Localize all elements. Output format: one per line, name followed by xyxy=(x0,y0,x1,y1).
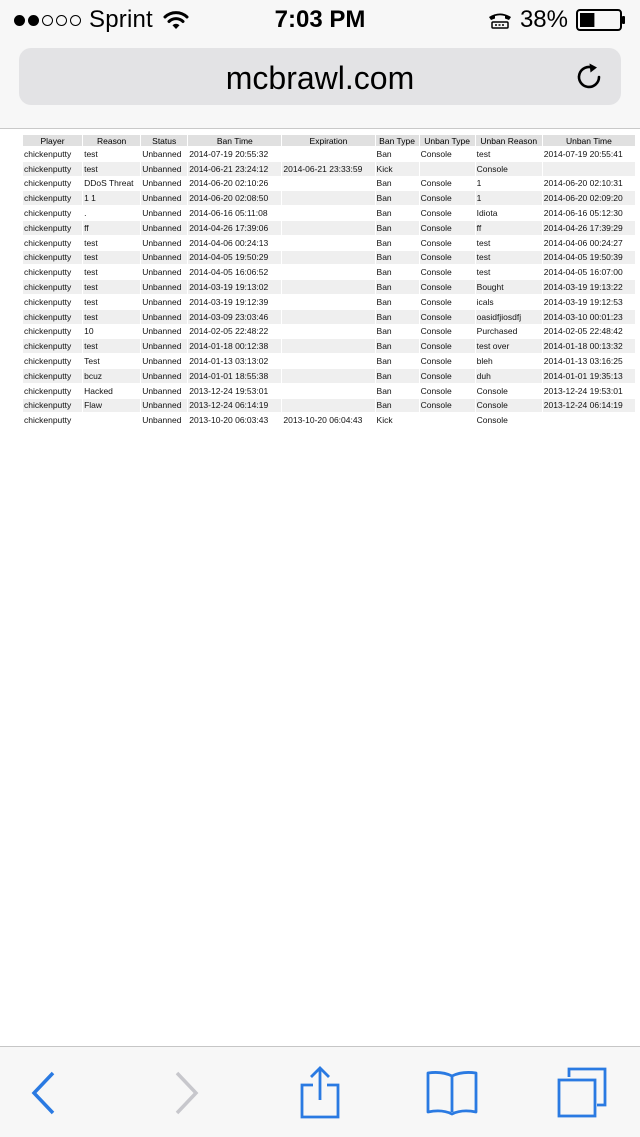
table-cell: Ban xyxy=(376,280,419,294)
table-cell: 2014-04-26 17:39:29 xyxy=(543,221,635,235)
ban-history-table xyxy=(22,134,636,428)
carrier-name: Sprint xyxy=(89,6,153,33)
table-cell: Console xyxy=(420,191,475,205)
table-cell: 2014-04-05 16:07:00 xyxy=(543,265,635,279)
table-cell: Unbanned xyxy=(141,265,187,279)
table-cell: Console xyxy=(420,369,475,383)
table-cell: test xyxy=(476,265,542,279)
table-cell: Unbanned xyxy=(141,384,187,398)
table-cell: 2014-07-19 20:55:41 xyxy=(543,147,635,161)
table-cell: Console xyxy=(420,354,475,368)
table-cell: Ban xyxy=(376,369,419,383)
battery-percentage: 38% xyxy=(519,6,568,33)
table-cell: Ban xyxy=(376,399,419,413)
table-row xyxy=(23,206,635,220)
table-cell: test xyxy=(476,251,542,265)
table-cell: Ban xyxy=(376,310,419,324)
table-cell: Unbanned xyxy=(141,236,187,250)
table-cell: chickenputty xyxy=(23,162,82,176)
table-cell: Unbanned xyxy=(141,339,187,353)
column-header: Unban Reason xyxy=(476,135,542,146)
chevron-left-icon xyxy=(29,1070,59,1116)
table-header-row xyxy=(23,135,635,146)
table-cell: Ban xyxy=(376,236,419,250)
table-cell: test xyxy=(83,147,140,161)
table-cell: 2014-06-20 02:10:31 xyxy=(543,177,635,191)
table-cell: 2014-04-05 19:50:29 xyxy=(188,251,281,265)
table-cell xyxy=(282,339,374,353)
tty-phone-icon xyxy=(488,11,512,29)
table-row xyxy=(23,162,635,176)
table-cell: 2013-10-20 06:03:43 xyxy=(188,413,281,427)
table-cell: Ban xyxy=(376,325,419,339)
table-cell: chickenputty xyxy=(23,295,82,309)
table-cell: 2014-03-19 19:12:39 xyxy=(188,295,281,309)
table-cell: Ban xyxy=(376,221,419,235)
table-cell: chickenputty xyxy=(23,191,82,205)
table-cell: Console xyxy=(420,251,475,265)
table-cell: Console xyxy=(476,399,542,413)
table-row xyxy=(23,295,635,309)
table-cell: 2014-06-20 02:08:50 xyxy=(188,191,281,205)
table-cell: Kick xyxy=(376,162,419,176)
table-cell: 2014-02-05 22:48:42 xyxy=(543,325,635,339)
column-header: Player xyxy=(23,135,82,146)
table-cell: Console xyxy=(420,339,475,353)
table-cell: Ban xyxy=(376,354,419,368)
table-cell: Console xyxy=(420,325,475,339)
table-cell: Unbanned xyxy=(141,206,187,220)
address-bar-container xyxy=(0,40,640,129)
table-row xyxy=(23,221,635,235)
table-cell: 2014-04-06 00:24:13 xyxy=(188,236,281,250)
table-cell: Unbanned xyxy=(141,354,187,368)
table-cell: 2014-06-16 05:12:30 xyxy=(543,206,635,220)
table-cell: test xyxy=(83,280,140,294)
table-cell: Ban xyxy=(376,147,419,161)
share-icon xyxy=(298,1066,342,1120)
table-cell: Purchased xyxy=(476,325,542,339)
table-cell: 1 xyxy=(476,191,542,205)
table-cell: Hacked xyxy=(83,384,140,398)
table-cell: 2014-03-19 19:13:22 xyxy=(543,280,635,294)
table-cell: . xyxy=(83,206,140,220)
table-cell xyxy=(282,325,374,339)
table-cell xyxy=(282,384,374,398)
column-header: Unban Type xyxy=(420,135,475,146)
table-cell xyxy=(83,413,140,427)
table-cell: 2014-01-01 19:35:13 xyxy=(543,369,635,383)
table-cell: Ban xyxy=(376,384,419,398)
table-cell: 2014-04-05 19:50:39 xyxy=(543,251,635,265)
table-cell: ff xyxy=(476,221,542,235)
table-row xyxy=(23,399,635,413)
table-cell: Bought xyxy=(476,280,542,294)
table-cell: Unbanned xyxy=(141,399,187,413)
reload-icon[interactable] xyxy=(575,62,605,92)
table-cell: 2014-01-18 00:12:38 xyxy=(188,339,281,353)
table-cell: 2014-03-09 23:03:46 xyxy=(188,310,281,324)
table-cell: Console xyxy=(420,221,475,235)
table-cell: chickenputty xyxy=(23,177,82,191)
tabs-button[interactable] xyxy=(552,1067,612,1119)
table-cell xyxy=(543,162,635,176)
table-cell: Unbanned xyxy=(141,162,187,176)
table-cell xyxy=(282,206,374,220)
table-cell: 2014-03-10 00:01:23 xyxy=(543,310,635,324)
table-cell: Flaw xyxy=(83,399,140,413)
table-cell xyxy=(420,162,475,176)
table-cell: Ban xyxy=(376,191,419,205)
table-cell: 2014-06-21 23:33:59 xyxy=(282,162,374,176)
table-cell: 1 xyxy=(476,177,542,191)
table-cell: Console xyxy=(420,206,475,220)
table-cell: 2013-10-20 06:04:43 xyxy=(282,413,374,427)
table-cell: 2014-04-26 17:39:06 xyxy=(188,221,281,235)
table-cell xyxy=(282,369,374,383)
table-cell: chickenputty xyxy=(23,354,82,368)
table-row xyxy=(23,413,635,427)
table-row xyxy=(23,369,635,383)
table-cell xyxy=(282,265,374,279)
table-cell: Unbanned xyxy=(141,251,187,265)
table-cell: 2014-06-16 05:11:08 xyxy=(188,206,281,220)
column-header: Reason xyxy=(83,135,140,146)
table-cell: Idiota xyxy=(476,206,542,220)
back-button[interactable] xyxy=(14,1067,74,1119)
table-cell: chickenputty xyxy=(23,325,82,339)
table-cell: Console xyxy=(476,384,542,398)
table-cell: chickenputty xyxy=(23,384,82,398)
table-cell: Test xyxy=(83,354,140,368)
table-cell: 2014-06-20 02:09:20 xyxy=(543,191,635,205)
table-row xyxy=(23,339,635,353)
table-cell: test over xyxy=(476,339,542,353)
table-cell: 2014-01-01 18:55:38 xyxy=(188,369,281,383)
table-cell xyxy=(282,280,374,294)
table-row xyxy=(23,177,635,191)
table-cell: chickenputty xyxy=(23,221,82,235)
table-cell: Unbanned xyxy=(141,147,187,161)
table-cell: Console xyxy=(420,295,475,309)
table-cell: Console xyxy=(420,147,475,161)
table-cell xyxy=(543,413,635,427)
table-cell xyxy=(282,191,374,205)
table-cell: Kick xyxy=(376,413,419,427)
table-row xyxy=(23,310,635,324)
table-cell: Console xyxy=(476,413,542,427)
table-cell: 2013-12-24 06:14:19 xyxy=(188,399,281,413)
table-cell: test xyxy=(83,310,140,324)
table-cell xyxy=(282,147,374,161)
table-cell: 2014-01-13 03:13:02 xyxy=(188,354,281,368)
table-cell: test xyxy=(83,295,140,309)
table-row xyxy=(23,236,635,250)
table-cell: Unbanned xyxy=(141,295,187,309)
table-cell: Unbanned xyxy=(141,369,187,383)
table-cell: Console xyxy=(420,236,475,250)
page-content xyxy=(0,129,640,428)
table-cell: Console xyxy=(420,399,475,413)
table-cell: 2013-12-24 06:14:19 xyxy=(543,399,635,413)
table-cell: Console xyxy=(420,265,475,279)
table-cell: chickenputty xyxy=(23,339,82,353)
table-cell xyxy=(282,251,374,265)
table-cell: oasidfjiosdfj xyxy=(476,310,542,324)
share-button[interactable] xyxy=(290,1067,350,1119)
table-cell: 2014-03-19 19:13:02 xyxy=(188,280,281,294)
table-cell: Console xyxy=(420,384,475,398)
table-cell: chickenputty xyxy=(23,310,82,324)
table-cell: Ban xyxy=(376,206,419,220)
table-row xyxy=(23,265,635,279)
table-cell: Console xyxy=(420,310,475,324)
table-cell xyxy=(282,221,374,235)
table-cell xyxy=(282,236,374,250)
table-cell: Console xyxy=(420,177,475,191)
status-bar xyxy=(0,0,640,40)
table-cell: Unbanned xyxy=(141,280,187,294)
table-cell: chickenputty xyxy=(23,399,82,413)
battery-icon xyxy=(576,9,626,31)
table-cell: Unbanned xyxy=(141,191,187,205)
table-cell xyxy=(282,295,374,309)
table-cell: bcuz xyxy=(83,369,140,383)
table-cell: 10 xyxy=(83,325,140,339)
table-cell: Unbanned xyxy=(141,325,187,339)
clock: 7:03 PM xyxy=(274,6,366,33)
address-bar[interactable] xyxy=(19,48,621,105)
table-cell: Unbanned xyxy=(141,221,187,235)
table-cell: Unbanned xyxy=(141,310,187,324)
table-cell: chickenputty xyxy=(23,206,82,220)
table-cell: test xyxy=(83,236,140,250)
chevron-right-icon xyxy=(171,1070,201,1116)
table-cell xyxy=(282,310,374,324)
table-cell: DDoS Threat xyxy=(83,177,140,191)
url-text[interactable]: mcbrawl.com xyxy=(225,60,415,96)
table-cell: 2014-04-06 00:24:27 xyxy=(543,236,635,250)
table-row xyxy=(23,354,635,368)
table-cell xyxy=(420,413,475,427)
table-cell: 2014-07-19 20:55:32 xyxy=(188,147,281,161)
table-cell: 2014-01-13 03:16:25 xyxy=(543,354,635,368)
table-cell: chickenputty xyxy=(23,147,82,161)
table-cell: chickenputty xyxy=(23,280,82,294)
table-cell: chickenputty xyxy=(23,251,82,265)
table-cell: 2014-06-21 23:24:12 xyxy=(188,162,281,176)
table-row xyxy=(23,191,635,205)
forward-button[interactable] xyxy=(156,1067,216,1119)
table-cell: 2014-06-20 02:10:26 xyxy=(188,177,281,191)
table-cell: 2013-12-24 19:53:01 xyxy=(543,384,635,398)
table-cell: test xyxy=(83,339,140,353)
browser-toolbar xyxy=(0,1046,640,1137)
table-cell: Console xyxy=(476,162,542,176)
table-cell: Ban xyxy=(376,251,419,265)
column-header: Status xyxy=(141,135,187,146)
tabs-icon xyxy=(556,1067,608,1119)
table-cell: chickenputty xyxy=(23,369,82,383)
table-cell xyxy=(282,399,374,413)
table-cell: Ban xyxy=(376,339,419,353)
table-cell: chickenputty xyxy=(23,236,82,250)
table-cell: chickenputty xyxy=(23,265,82,279)
column-header: Expiration xyxy=(282,135,374,146)
bookmarks-button[interactable] xyxy=(422,1067,482,1119)
table-cell: test xyxy=(83,251,140,265)
table-cell xyxy=(282,354,374,368)
status-right xyxy=(488,6,626,34)
table-cell: Unbanned xyxy=(141,177,187,191)
table-cell: 2014-01-18 00:13:32 xyxy=(543,339,635,353)
table-cell: icals xyxy=(476,295,542,309)
table-cell: Ban xyxy=(376,295,419,309)
table-row xyxy=(23,251,635,265)
table-cell: Ban xyxy=(376,265,419,279)
table-cell: test xyxy=(83,162,140,176)
table-cell: 2014-02-05 22:48:22 xyxy=(188,325,281,339)
table-cell: Console xyxy=(420,280,475,294)
table-cell: bleh xyxy=(476,354,542,368)
column-header: Ban Type xyxy=(376,135,419,146)
table-cell: test xyxy=(83,265,140,279)
column-header: Ban Time xyxy=(188,135,281,146)
column-header: Unban Time xyxy=(543,135,635,146)
table-cell: 1 1 xyxy=(83,191,140,205)
table-cell: test xyxy=(476,147,542,161)
open-book-icon xyxy=(424,1068,480,1118)
table-cell: Unbanned xyxy=(141,413,187,427)
table-row xyxy=(23,384,635,398)
table-cell xyxy=(282,177,374,191)
table-cell: 2013-12-24 19:53:01 xyxy=(188,384,281,398)
table-row xyxy=(23,280,635,294)
table-row xyxy=(23,147,635,161)
table-cell: chickenputty xyxy=(23,413,82,427)
table-cell: Ban xyxy=(376,177,419,191)
table-cell: ff xyxy=(83,221,140,235)
table-row xyxy=(23,325,635,339)
table-cell: 2014-04-05 16:06:52 xyxy=(188,265,281,279)
table-cell: 2014-03-19 19:12:53 xyxy=(543,295,635,309)
table-body xyxy=(23,147,635,427)
table-cell: duh xyxy=(476,369,542,383)
table-cell: test xyxy=(476,236,542,250)
